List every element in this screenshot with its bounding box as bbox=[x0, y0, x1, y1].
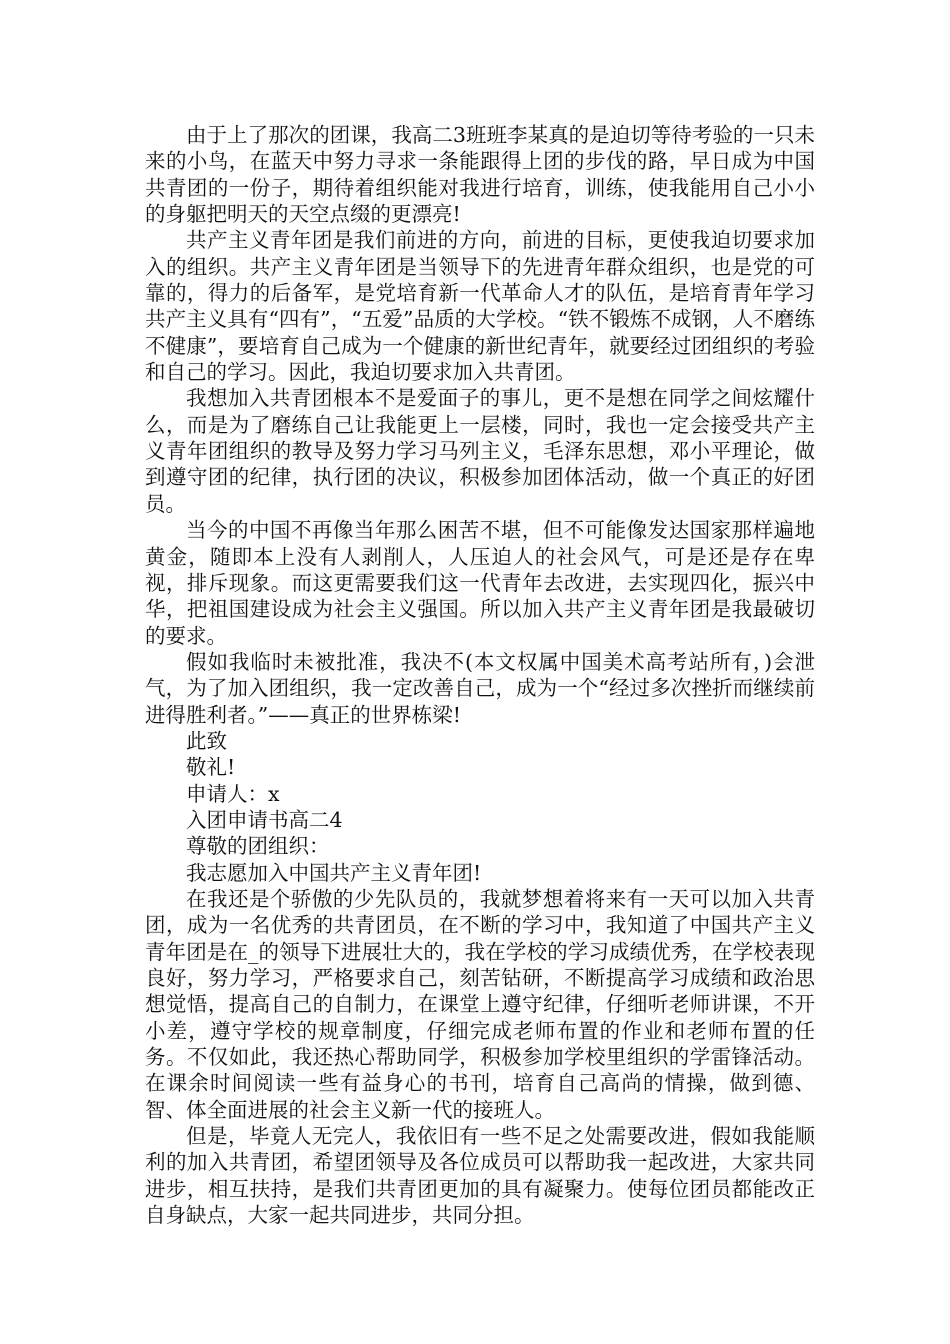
paragraph: 共产主义青年团是我们前进的方向，前进的目标，更使我迫切要求加入的组织。共产主义青年团是当领导下的先进青年群众组织，也是党的可靠的，得力的后备军，是党培育新一代革命人才的队伍，是培育青年学习共产主义具有“四有”，“五爱”品质的大学校。“铁不锻炼不成钢，人不磨练不健康”，要培育自己成为一个健康的新世纪青年，就要经过团组织的考验和自己的学习。因此，我迫切要求加入共青团。 bbox=[145, 228, 815, 385]
intent-statement: 我志愿加入中国共产主义青年团! bbox=[186, 860, 482, 885]
paragraph: 假如我临时未被批准，我决不(本文权属中国美术高考站所有，)会泄气，为了加入团组织，我一定改善自己，成为一个“经过多次挫折而继续前进得胜利者。”——真正的世界栋梁! bbox=[145, 649, 815, 727]
applicant-signature: 申请人：x bbox=[186, 781, 280, 806]
paragraph: 在我还是个骄傲的少先队员的，我就梦想着将来有一天可以加入共青团，成为一名优秀的共青团员，在不断的学习中，我知道了中国共产主义青年团是在_的领导下进展壮大的，我在学校的学习成绩优秀，在学校表现良好，努力学习，严格要求自己，刻苦钻研，不断提高学习成绩和政治思想觉悟，提高自己的自制力，在课堂上遵守纪律，仔细听老师讲课，不开小差，遵守学校的规章制度，仔细完成老师布置的作业和老师布置的任务。不仅如此，我还热心帮助同学，积极参加学校里组织的学雷锋活动。在课余时间阅读一些有益身心的书刊，培育自己高尚的情操，做到德、智、体全面进展的社会主义新一代的接班人。 bbox=[145, 886, 815, 1122]
closing-salutation: 此致 bbox=[186, 728, 227, 753]
paragraph: 我想加入共青团根本不是爱面子的事儿，更不是想在同学之间炫耀什么，而是为了磨练自己让我能更上一层楼，同时，我也一定会接受共产主义青年团组织的教导及努力学习马列主义，毛泽东思想，邓小平理论，做到遵守团的纪律，执行团的决议，积极参加团体活动，做一个真正的好团员。 bbox=[145, 386, 815, 516]
section-title: 入团申请书高二4 bbox=[186, 807, 343, 832]
paragraph: 但是，毕竟人无完人，我依旧有一些不足之处需要改进，假如我能顺利的加入共青团，希望团领导及各位成员可以帮助我一起改进，大家共同进步，相互扶持，是我们共青团更加的具有凝聚力。使每位团员都能改正自身缺点，大家一起共同进步，共同分担。 bbox=[145, 1124, 815, 1228]
closing-regards: 敬礼! bbox=[186, 755, 236, 780]
document-body bbox=[145, 122, 815, 1228]
greeting: 尊敬的团组织： bbox=[186, 834, 330, 859]
paragraph: 当今的中国不再像当年那么困苦不堪，但不可能像发达国家那样遍地黄金，随即本上没有人剥削人，人压迫人的社会风气，可是还是存在卑视，排斥现象。而这更需要我们这一代青年去改进，去实现四化，振兴中华，把祖国建设成为社会主义强国。所以加入共产主义青年团是我最破切的要求。 bbox=[145, 518, 815, 648]
paragraph: 由于上了那次的团课，我高二3班班李某真的是迫切等待考验的一只未来的小鸟，在蓝天中努力寻求一条能跟得上团的步伐的路，早日成为中国共青团的一份子，期待着组织能对我进行培育，训练，使我能用自己小小的身躯把明天的天空点缀的更漂亮! bbox=[145, 123, 815, 227]
